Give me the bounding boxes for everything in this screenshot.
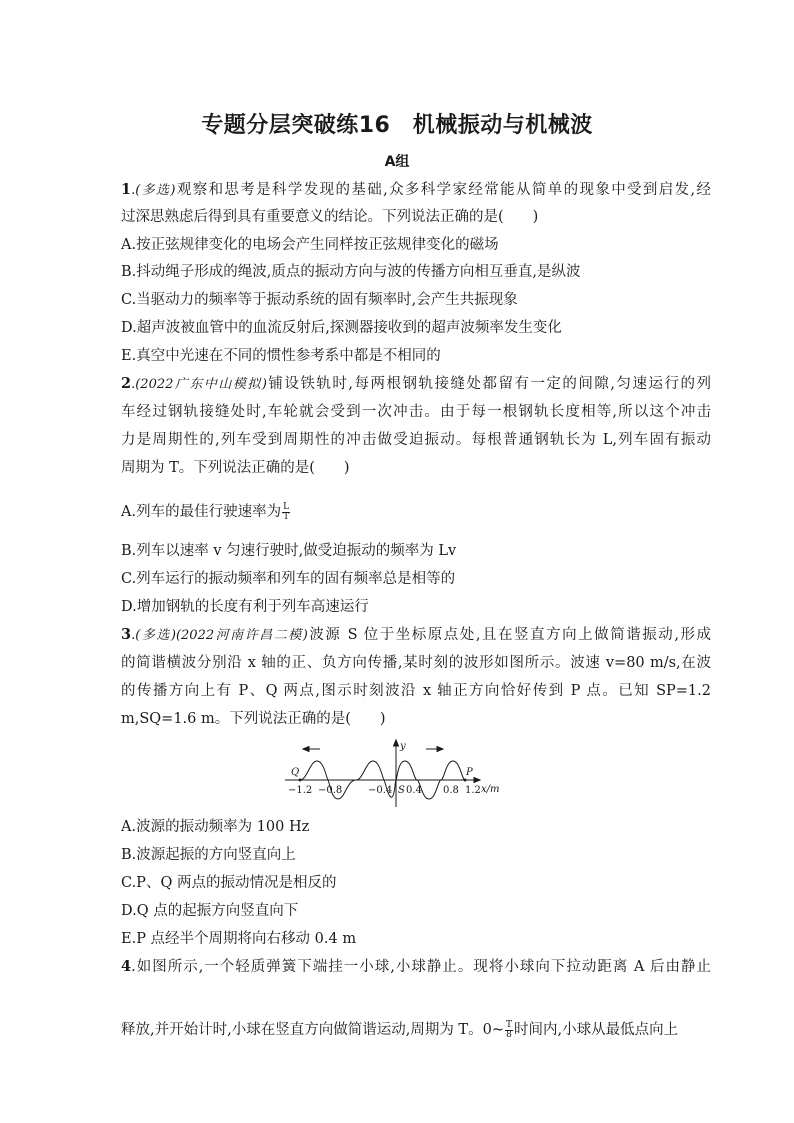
q2-line-3: 力是周期性的,列车受到周期性的冲击做受迫振动。每根普通钢轨长为 L,列车固有振动: [121, 432, 711, 448]
point-p-dot: [464, 779, 467, 782]
q1-option-b: B.抖动绳子形成的绳波,质点的振动方向与波的传播方向相互垂直,是纵波: [121, 264, 581, 280]
fraction-denominator: 8: [506, 1029, 512, 1040]
tick-label: −0.4: [368, 785, 393, 796]
q3-text-1: 波源 S 位于坐标原点处,且在竖直方向上做简谐振动,形成: [307, 627, 711, 643]
q1-number: 1: [121, 181, 132, 198]
q1-option-c: C.当驱动力的频率等于振动系统的固有频率时,会产生共振现象: [121, 292, 518, 308]
q3-option-c: C.P、Q 两点的振动情况是相反的: [121, 875, 337, 891]
q4-text-1: .如图所示,一个轻质弹簧下端挂一小球,小球静止。现将小球向下拉动距离 A 后由静止: [131, 959, 711, 975]
fraction-numerator: L: [283, 501, 290, 512]
q2-option-b: B.列车以速率 v 匀速行驶时,做受迫振动的频率为 Lv: [121, 543, 457, 559]
tick-label: 1.2: [465, 785, 481, 796]
point-q-dot: [299, 779, 302, 782]
q2-line-4: 周期为 T。下列说法正确的是( ): [121, 460, 350, 476]
x-axis-arrowhead: [474, 778, 480, 783]
q1-text-1: 观察和思考是科学发现的基础,众多科学家经常能从简单的现象中受到启发,经: [175, 182, 711, 198]
point-q-label: Q: [291, 767, 300, 778]
q3-number: 3: [121, 626, 132, 643]
q3-option-b: B.波源起振的方向竖直向上: [121, 847, 296, 863]
q1-option-e: E.真空中光速在不同的惯性参考系中都是不相同的: [121, 348, 441, 364]
q3-option-e: E.P 点经半个周期将向右移动 0.4 m: [121, 931, 357, 947]
fraction-t-over-8: [505, 1021, 513, 1040]
q2-text-1: 铺设铁轨时,每两根钢轨接缝处都留有一定的间隙,匀速运行的列: [266, 376, 711, 392]
q2-number: 2: [121, 375, 132, 392]
q3-option-d: D.Q 点的起振方向竖直向下: [121, 903, 299, 919]
left-arrowhead: [303, 747, 309, 752]
q1-option-a: A.按正弦规律变化的电场会产生同样按正弦规律变化的磁场: [121, 237, 499, 253]
q3-option-a: A.波源的振动频率为 100 Hz: [121, 819, 310, 835]
right-arrowhead: [437, 747, 443, 752]
q2-line-1: [121, 374, 711, 395]
q2-line-2: 车经过钢轨接缝处时,车轮就会受到一次冲击。由于每一根钢轨长度相等,所以这个冲击: [121, 404, 711, 420]
q3-line-3: 的传播方向上有 P、Q 两点,图示时刻波沿 x 轴正方向恰好传到 P 点。已知 SP=1.2: [121, 683, 711, 699]
wave-diagram: [280, 737, 510, 809]
y-axis-arrowhead: [394, 740, 399, 746]
group-heading: A组: [384, 154, 410, 170]
q2-option-c: C.列车运行的振动频率和列车的固有频率总是相等的: [121, 571, 456, 587]
fraction-l-over-t: [282, 503, 290, 522]
q4-line-1: [121, 957, 711, 977]
q4-text-2b: 时间内,小球从最低点向上: [514, 1022, 679, 1038]
x-axis-label: x/m: [481, 784, 500, 795]
fraction-numerator: T: [505, 1019, 512, 1030]
q1-tag: .(多选): [131, 183, 176, 198]
tick-label: −0.8: [318, 785, 343, 796]
q3-line-1: [121, 625, 711, 646]
q2-option-d: D.增加钢轨的长度有利于列车高速运行: [121, 599, 369, 615]
q2-option-a-text: A.列车的最佳行驶速率为: [121, 504, 282, 520]
tick-label: −1.2: [288, 785, 313, 796]
q4-number: 4: [121, 958, 132, 975]
q3-line-2: 的简谐横波分别沿 x 轴的正、负方向传播,某时刻的波形如图所示。波速 v=80 m/s,在波: [121, 655, 711, 671]
q4-line-2: [121, 1018, 711, 1042]
q1-option-d: D.超声波被血管中的血流反射后,探测器接收到的超声波频率发生变化: [121, 320, 562, 336]
origin-label: S: [398, 785, 405, 796]
q3-tag: .(多选)(2022河南许昌二模): [131, 628, 308, 643]
page-title: 专题分层突破练16 机械振动与机械波: [201, 113, 593, 138]
point-p-label: P: [466, 767, 473, 778]
y-axis-label: y: [400, 741, 406, 752]
q3-line-4: m,SQ=1.6 m。下列说法正确的是( ): [121, 711, 386, 727]
tick-label: 0.4: [406, 785, 422, 796]
q1-line-1: [121, 180, 711, 201]
q2-tag: .(2022广东中山模拟): [131, 377, 267, 392]
tick-label: 0.8: [443, 785, 459, 796]
fraction-denominator: T: [283, 511, 290, 522]
q1-line-2: 过深思熟虑后得到具有重要意义的结论。下列说法正确的是( ): [121, 209, 539, 225]
q2-option-a: [121, 500, 711, 524]
q4-text-2a: 释放,并开始计时,小球在竖直方向做简谐运动,周期为 T。0~: [121, 1022, 504, 1038]
